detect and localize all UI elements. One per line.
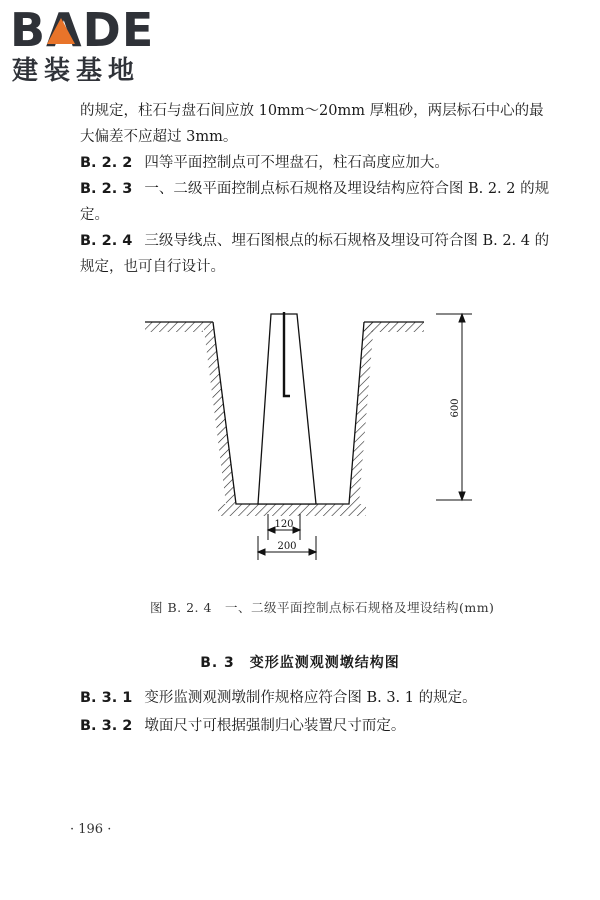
dimension-bottom-width-label: 200 xyxy=(277,541,297,552)
paragraph-text: 四等平面控制点可不埋盘石，柱石高度应加大。 xyxy=(144,155,449,171)
paragraph-text: 的规定，柱石与盘石间应放 10mm～20mm 厚粗砂，两层标石中心的最大偏差不应超过 3mm。 xyxy=(80,103,544,145)
paragraph-b32 xyxy=(80,712,550,740)
benchmark-burial-diagram xyxy=(140,300,490,570)
paragraph-b24 xyxy=(80,228,550,280)
paragraph-text: 三级导线点、埋石图根点的标石规格及埋设可符合图 B. 2. 4 的规定，也可自行设计。 xyxy=(80,233,550,275)
dimension-top-width-label: 120 xyxy=(274,519,294,530)
clause-number: B. 2. 2 xyxy=(80,155,133,171)
clause-number: B. 3. 1 xyxy=(80,690,133,706)
logo-subtitle: 建装基地 xyxy=(12,56,141,86)
figure-caption: 图 B. 2. 4 一、二级平面控制点标石规格及埋设结构(mm) xyxy=(150,600,495,615)
section-title: B. 3 变形监测观测墩结构图 xyxy=(200,655,400,671)
clause-number: B. 3. 2 xyxy=(80,718,133,734)
paragraph-text: 一、二级平面控制点标石规格及埋设结构应符合图 B. 2. 2 的规定。 xyxy=(80,181,550,223)
marker-stone xyxy=(258,314,316,504)
page-number: · 196 · xyxy=(70,822,112,837)
logo-brand: BADE xyxy=(10,3,155,57)
clause-number: B. 2. 3 xyxy=(80,181,133,197)
paragraph-b31 xyxy=(80,684,550,712)
paragraph-b23 xyxy=(80,176,550,228)
paragraph-b22 xyxy=(80,150,550,176)
logo-triangle-icon xyxy=(47,18,75,44)
section-body xyxy=(80,684,550,740)
dimension-height-label: 600 xyxy=(450,398,461,418)
clause-number: B. 2. 4 xyxy=(80,233,133,249)
logo xyxy=(10,3,180,86)
paragraph-text: 变形监测观测墩制作规格应符合图 B. 3. 1 的规定。 xyxy=(144,690,477,706)
body-text xyxy=(80,98,550,280)
paragraph-text: 墩面尺寸可根据强制归心装置尺寸而定。 xyxy=(144,718,406,734)
paragraph-continuation xyxy=(80,98,550,150)
